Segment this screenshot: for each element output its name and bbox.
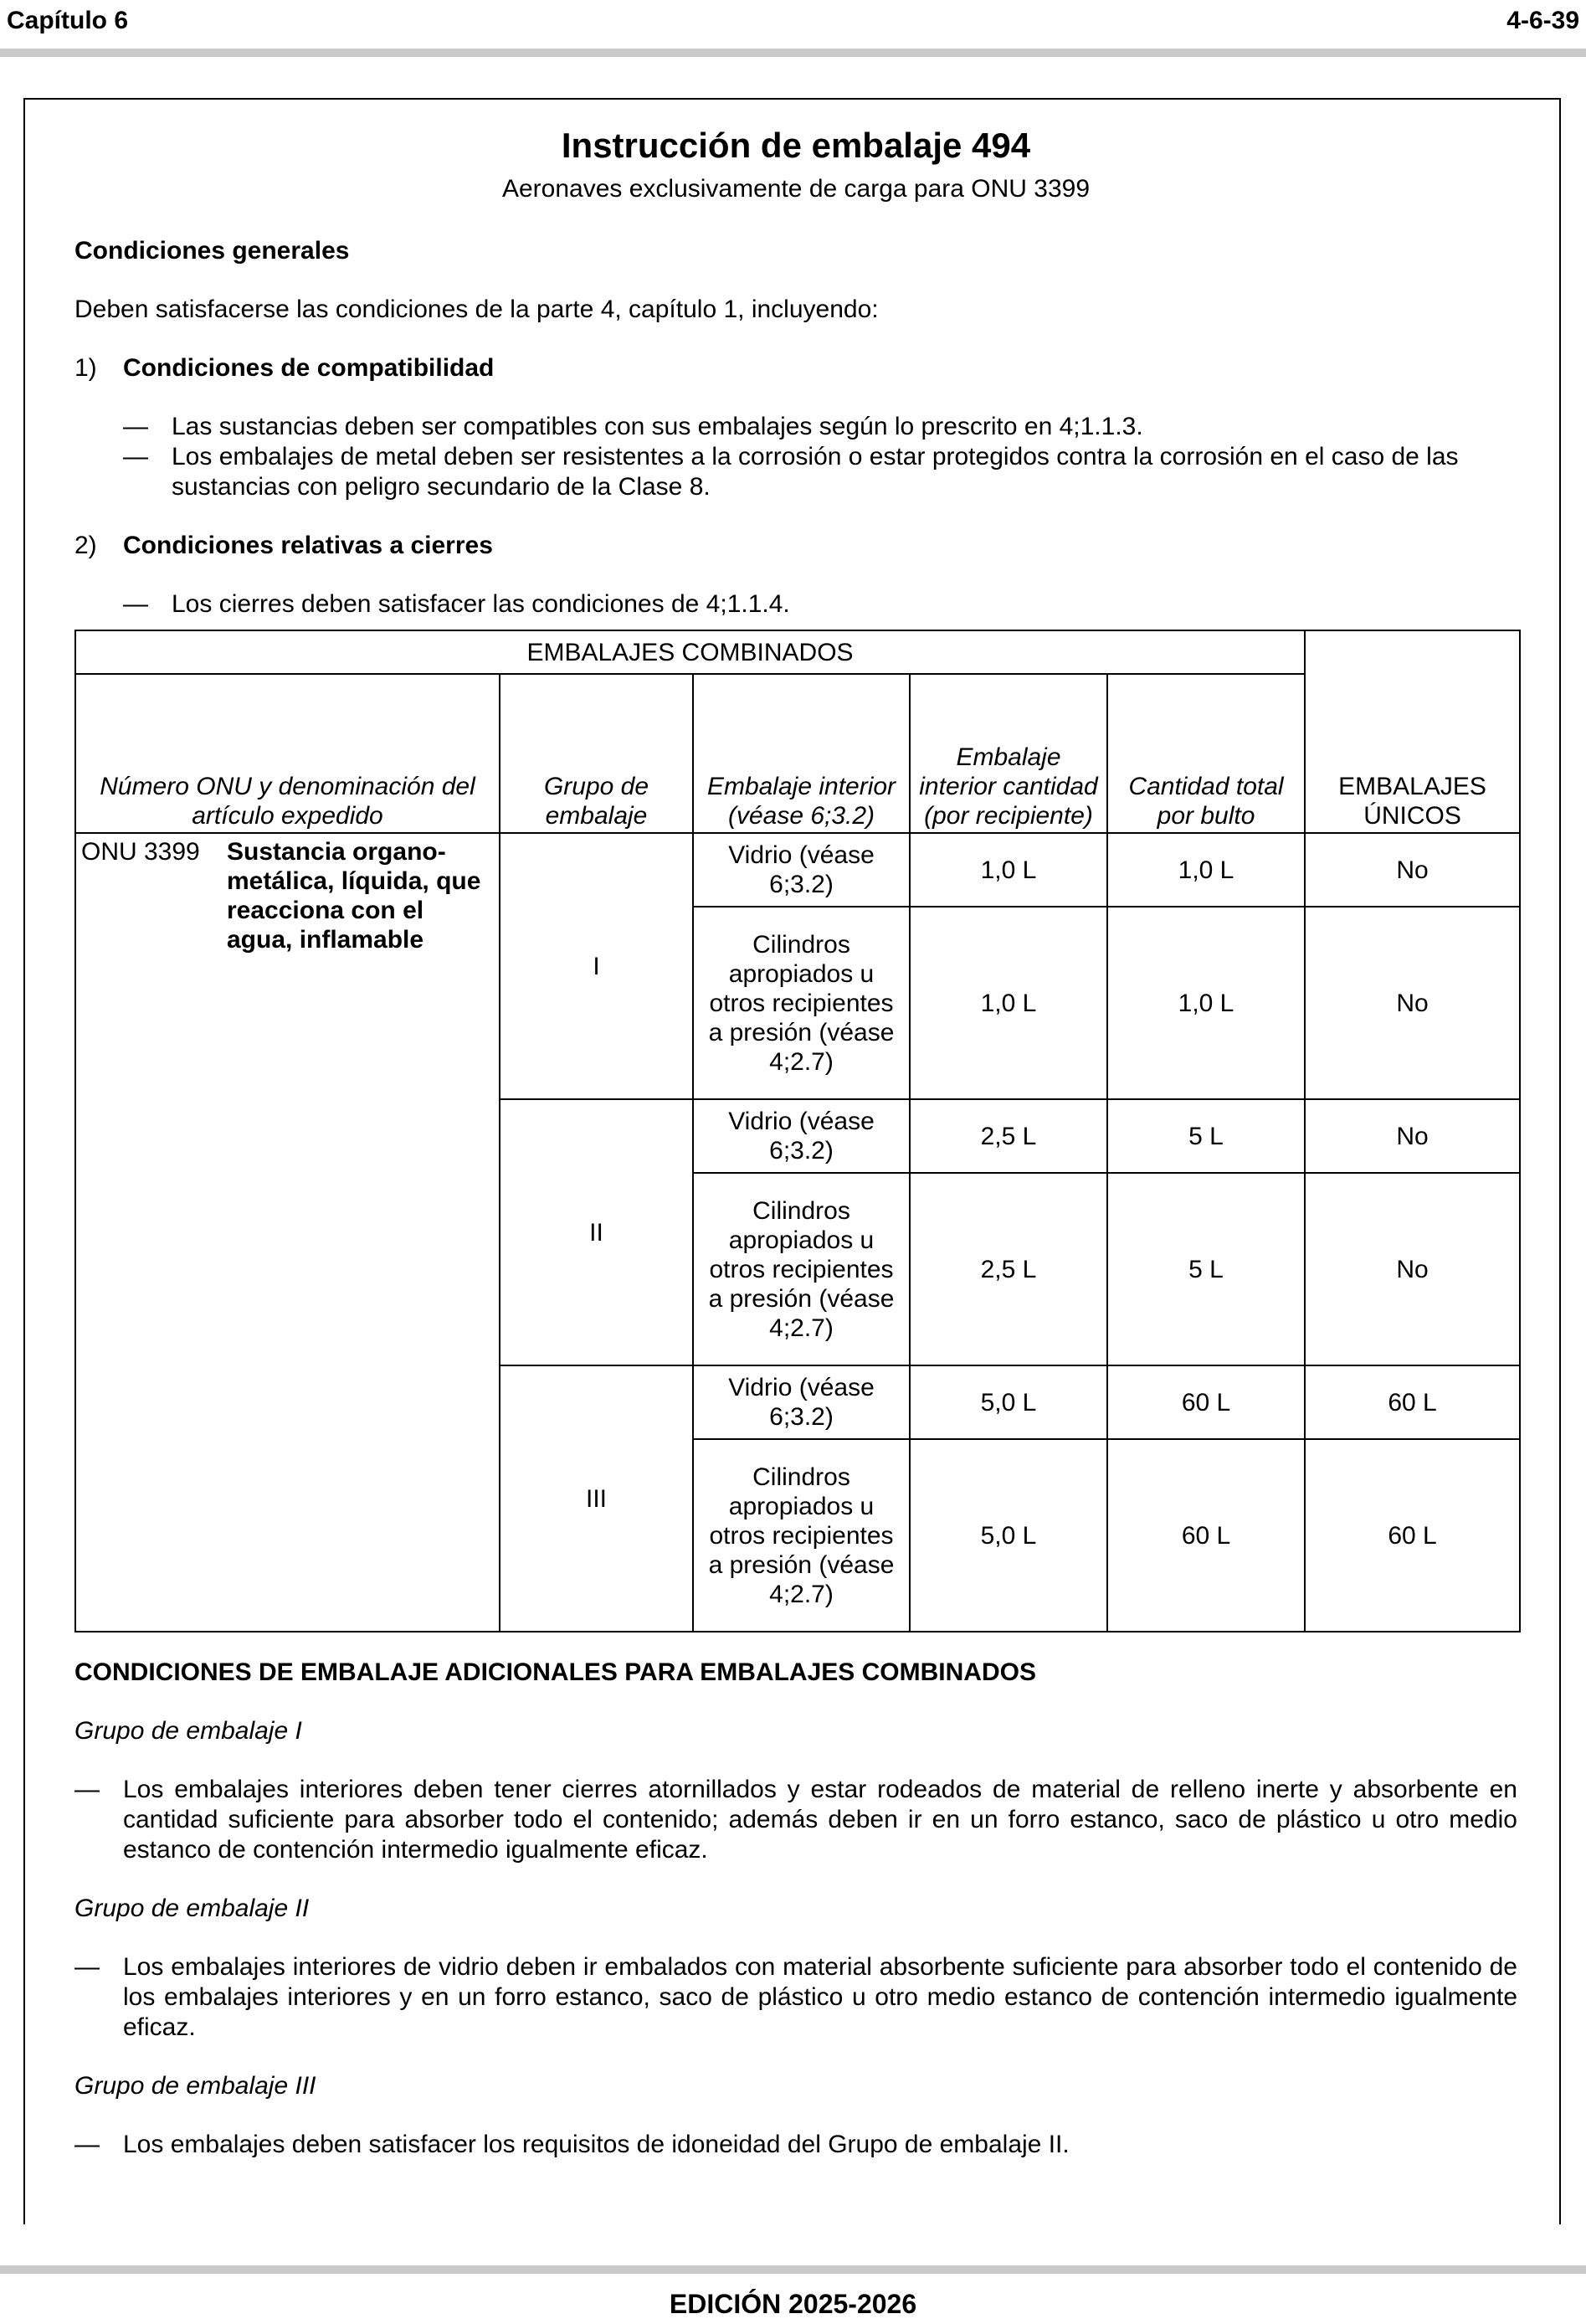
inner-quantity-cell: 1,0 L: [910, 833, 1107, 907]
single-packaging-cell: No: [1305, 1173, 1520, 1365]
list-item-text: Las sustancias deben ser compatibles con sus embalajes según lo prescrito en 4;1.1.3.: [172, 413, 1143, 440]
single-packagings-header: EMBALAJES ÚNICOS: [1305, 630, 1520, 833]
list-item-text: Los embalajes de metal deben ser resistentes a la corrosión o estar protegidos contra la corrosión en el caso de las sustancias con peligro secundario de la Clase 8.: [172, 443, 1459, 501]
inner-packaging-column-header: Embalaje interior (véase 6;3.2): [693, 674, 910, 833]
inner-quantity-column-header: Embalaje interior cantidad (por recipiente): [910, 674, 1107, 833]
page-title: Instrucción de embalaje 494: [561, 126, 1031, 165]
section-number: 2): [74, 532, 97, 559]
inner-quantity-cell: 1,0 L: [910, 907, 1107, 1099]
inner-packaging-cell: Vidrio (véase 6;3.2): [693, 1099, 910, 1173]
content: [74, 126, 1517, 2160]
un-proper-name: Sustancia organo-metálica, líquida, que reacciona con el agua, inflamable: [227, 838, 481, 954]
packing-group-column-header: Grupo de embalaje: [500, 674, 693, 833]
dash-marker: —: [123, 590, 148, 618]
inner-quantity-cell: 2,5 L: [910, 1173, 1107, 1365]
inner-packaging-cell: Cilindros apropiados u otros recipientes a presión (véase 4;2.7): [693, 1439, 910, 1632]
packing-group-cell: I: [500, 833, 693, 1099]
packing-group-cell: II: [500, 1099, 693, 1365]
section-number: 1): [74, 354, 97, 382]
total-quantity-cell: 5 L: [1107, 1173, 1305, 1365]
single-packaging-cell: 60 L: [1305, 1439, 1520, 1632]
inner-quantity-cell: 5,0 L: [910, 1365, 1107, 1439]
section-heading: Condiciones relativas a cierres: [123, 532, 493, 559]
packing-group-label: Grupo de embalaje II: [74, 1895, 310, 1922]
list-item: [74, 1775, 1517, 1865]
un-number: ONU 3399: [81, 838, 200, 866]
packing-group-cell: III: [500, 1365, 693, 1632]
single-packaging-cell: 60 L: [1305, 1365, 1520, 1439]
packing-table: [74, 630, 1521, 1632]
inner-packaging-cell: Vidrio (véase 6;3.2): [693, 1365, 910, 1439]
combined-packagings-header: EMBALAJES COMBINADOS: [75, 630, 1305, 674]
list-item-text: Los embalajes interiores deben tener cierres atornillados y estar rodeados de material de relleno inerte y absorbente en cantidad suficiente para absorber todo el contenido; además deben ir en un forro estanco, saco de plástico u otro medio estanco de contención intermedio igualmente eficaz.: [123, 1776, 1517, 1864]
inner-quantity-cell: 2,5 L: [910, 1099, 1107, 1173]
dash-marker: —: [74, 1953, 100, 1981]
single-packaging-cell: No: [1305, 833, 1520, 907]
list-item: [74, 589, 1517, 620]
total-quantity-cell: 1,0 L: [1107, 833, 1305, 907]
inner-packaging-cell: Cilindros apropiados u otros recipientes a presión (véase 4;2.7): [693, 1173, 910, 1365]
section-heading-row: [74, 353, 1517, 383]
packing-group-label: Grupo de embalaje III: [74, 2072, 316, 2100]
single-packaging-cell: No: [1305, 907, 1520, 1099]
page-header-number: 4-6-39: [1506, 7, 1579, 34]
edition-footer: EDICIÓN 2025-2026: [669, 2289, 917, 2319]
single-packaging-cell: No: [1305, 1099, 1520, 1173]
section-2: [74, 531, 1517, 620]
list-item: [74, 412, 1517, 442]
list-item: [74, 442, 1517, 502]
section-heading: Condiciones de compatibilidad: [123, 354, 495, 382]
section-1: [74, 353, 1517, 502]
additional-conditions-heading: CONDICIONES DE EMBALAJE ADICIONALES PARA EMBALAJES COMBINADOS: [74, 1658, 1036, 1686]
table-row: [75, 833, 1520, 907]
list-item-text: Los cierres deben satisfacer las condiciones de 4;1.1.4.: [172, 590, 790, 618]
list-item: [74, 2130, 1517, 2160]
list-item-text: Los embalajes interiores de vidrio deben ir embalados con material absorbente suficiente para absorber todo el contenido de los embalajes interiores y en un forro estanco, saco de plástico u otro medio estanco de contención intermedio igualmente eficaz.: [123, 1953, 1517, 2041]
un-cell: [75, 833, 500, 1632]
dash-marker: —: [74, 2131, 100, 2158]
total-quantity-cell: 60 L: [1107, 1439, 1305, 1632]
intro-text: Deben satisfacerse las condiciones de la parte 4, capítulo 1, incluyendo:: [74, 296, 879, 323]
inner-quantity-cell: 5,0 L: [910, 1439, 1107, 1632]
section-heading-row: [74, 531, 1517, 561]
inner-packaging-cell: Vidrio (véase 6;3.2): [693, 833, 910, 907]
list-item-text: Los embalajes deben satisfacer los requisitos de idoneidad del Grupo de embalaje II.: [123, 2131, 1070, 2158]
header-rule: [0, 49, 1586, 57]
dash-marker: —: [123, 413, 148, 440]
un-column-header: Número ONU y denominación del artículo expedido: [75, 674, 500, 833]
list-item: [74, 1952, 1517, 2043]
total-quantity-cell: 60 L: [1107, 1365, 1305, 1439]
page-subtitle: Aeronaves exclusivamente de carga para ONU 3399: [501, 175, 1091, 203]
total-quantity-cell: 5 L: [1107, 1099, 1305, 1173]
dash-marker: —: [74, 1776, 100, 1803]
packing-group-label: Grupo de embalaje I: [74, 1717, 302, 1745]
total-quantity-column-header: Cantidad total por bulto: [1107, 674, 1305, 833]
footer-rule: [0, 2265, 1586, 2274]
total-quantity-cell: 1,0 L: [1107, 907, 1305, 1099]
general-heading: Condiciones generales: [74, 237, 350, 265]
inner-packaging-cell: Cilindros apropiados u otros recipientes a presión (véase 4;2.7): [693, 907, 910, 1099]
dash-marker: —: [123, 443, 148, 470]
un-entry: [81, 837, 494, 954]
page-header-chapter: Capítulo 6: [7, 7, 129, 34]
